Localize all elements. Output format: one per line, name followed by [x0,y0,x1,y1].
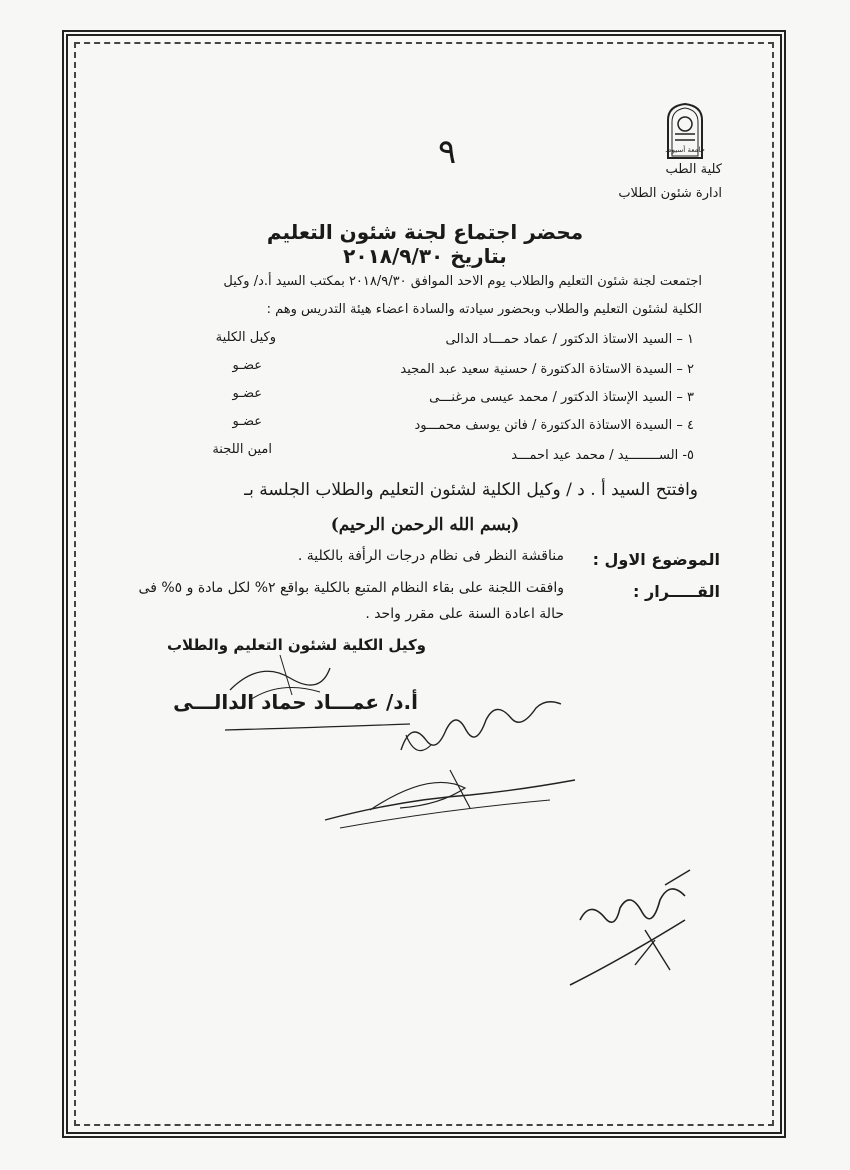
faculty-name: كلية الطب [665,162,722,177]
member-2: ٢ – السيدة الاستاذة الدكتورة / حسنية سعيد عبد المجيد [400,362,694,377]
signature-scribble-2 [320,760,580,830]
decision-label: القـــــرار : [633,582,720,601]
signature-line [220,700,420,760]
member-2-role: عضـو [232,358,262,373]
member-1: ١ – السيد الاستاذ الدكتور / عماد حمـــاد الدالى [445,332,694,347]
topic-text: مناقشة النظر فى نظام درجات الرأفة بالكلية . [297,548,564,564]
signer-title: وكيل الكلية لشئون التعليم والطلاب [166,636,426,654]
member-5: ٥- الســــــــيد / محمد عيد احمـــد [511,448,694,463]
logo-text: جامعة أسيوط [665,146,705,154]
member-3: ٣ – السيد الإستاذ الدكتور / محمد عيسى مرغنـــى [429,390,694,405]
handwritten-note-2 [560,860,710,990]
document-title: محضر اجتماع لجنة شئون التعليم [266,220,584,244]
page-number: ٩ [438,132,457,172]
member-5-role: امين اللجنة [212,442,272,457]
member-3-role: عضـو [232,386,262,401]
member-1-role: وكيل الكلية [215,330,276,345]
opening-statement: وافتتح السيد أ . د / وكيل الكلية لشئون التعليم والطلاب الجلسة بـ [244,480,698,500]
handwritten-note-1 [396,690,566,760]
university-logo-icon [650,100,720,162]
document-date: بتاريخ ٢٠١٨/٩/٣٠ [343,244,507,268]
department-name: ادارة شئون الطلاب [618,186,722,201]
decision-line-2: حالة اعادة السنة على مقرر واحد . [365,606,564,622]
decision-line-1: وافقت اللجنة على بقاء النظام المتبع بالكلية بواقع ٢% لكل مادة و ٥% فى [138,580,564,596]
member-4-role: عضـو [232,414,262,429]
bismillah: (بسم الله الرحمن الرحيم) [330,515,520,535]
member-4: ٤ – السيدة الاستاذة الدكتورة / فاتن يوسف محمـــود [414,418,694,433]
intro-line-1: اجتمعت لجنة شئون التعليم والطلاب يوم الاحد الموافق ٢٠١٨/٩/٣٠ بمكتب السيد أ.د/ وكيل [223,274,702,289]
intro-line-2: الكلية لشئون التعليم والطلاب وبحضور سيادته والسادة اعضاء هيئة التدريس وهم : [266,302,702,317]
signer-name: أ.د/ عمـــاد حماد الدالـــى [173,690,418,714]
topic-label: الموضوع الاول : [592,550,720,569]
